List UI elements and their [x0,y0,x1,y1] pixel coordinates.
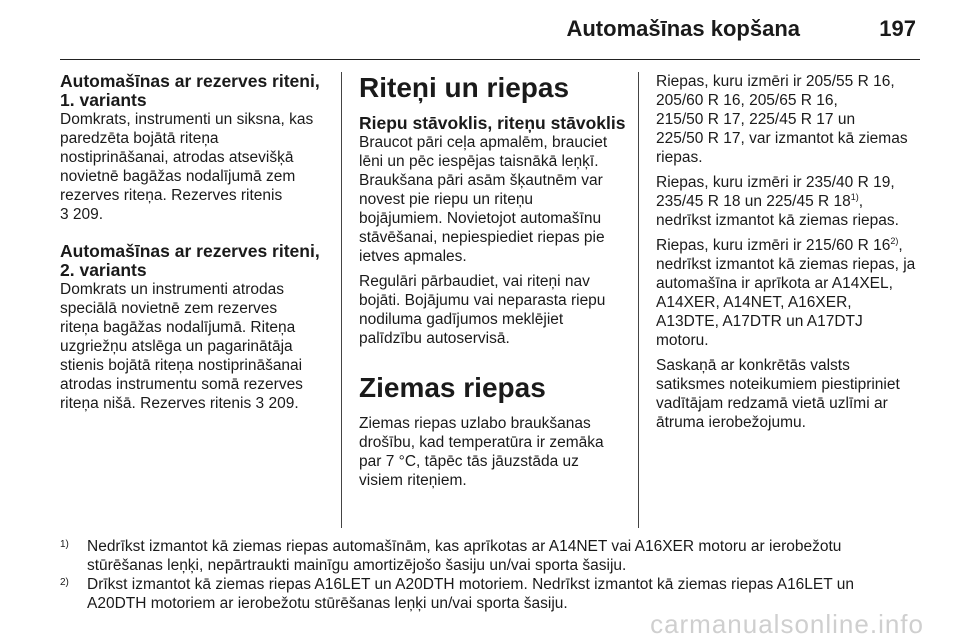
paragraph-no-winter-sizes-1 [656,173,926,230]
footnote-1 [60,537,920,575]
paragraph-spare-wheel-variant-1: Domkrats, instrumenti un siksna, kas paredzēta bojātā riteņa nostiprināšanai, atrodas atsevišķā novietnē bagāžas nodalījumā zem rezerves riteņa. Rezerves ritenis 3 209. [60,111,314,223]
paragraph-winter-tyres: Ziemas riepas uzlabo braukšanas drošību, kad temperatūra ir zemāka par 7 °C, tāpēc tās jāuzstāda uz visiem riteņiem. [359,415,604,489]
column-divider-2 [638,72,639,528]
heading-wheels-and-tyres: Riteņi un riepas [359,72,570,103]
page-number: 197 [879,16,916,41]
footnote-ref-2: 2) [890,235,899,246]
heading-tyre-condition: Riepu stāvoklis, riteņu stāvoklis [359,113,626,133]
paragraph-speed-label: Saskaņā ar konkrētās valsts satiksmes noteikumiem piestipriniet vadītājam redzamā vietā uzlīmi ar ātruma ierobežojumu. [656,357,900,431]
header-title: Automašīnas kopšana [566,16,800,41]
footnote-text: Drīkst izmantot kā ziemas riepas A16LET un A20DTH motoriem. Nedrīkst izmantot kā ziemas riepas A16LET un A20DTH motoriem ar ierobežotu stūrēšanas leņķi un/vai sporta šasiju. [87,576,855,612]
column-right [656,72,926,438]
text-segment: , nedrīkst izmantot kā ziemas riepas. [656,193,899,229]
paragraph-winter-tyre-sizes: Riepas, kuru izmēri ir 205/55 R 16, 205/60 R 16, 205/65 R 16, 215/50 R 17, 225/45 R 17 un 225/50 R 17, var izmantot kā ziemas riepas. [656,73,908,166]
column-middle [359,72,627,496]
footnote-mark: 2) [60,577,69,588]
text-segment: , nedrīkst izmantot kā ziemas riepas, ja automašīna ir aprīkota ar A14XEL, A14XER, A14NET, A16XER, A13DTE, A17DTR un A17DTJ motoru. [656,237,916,349]
paragraph-tyre-condition-2: Regulāri pārbaudiet, vai riteņi nav bojāti. Bojājumu vai neparasta riepu nodiluma gadījumos meklējiet palīdzību autoservisā. [359,273,606,347]
paragraph-no-winter-sizes-2 [656,236,926,350]
heading-spare-wheel-variant-1: Automašīnas ar rezerves riteni, 1. variants [60,71,320,110]
header-divider [60,59,920,60]
watermark: carmanualsonline.info [650,609,924,639]
footnote-mark: 1) [60,539,69,550]
footnote-text: Nedrīkst izmantot kā ziemas riepas automašīnām, kas aprīkotas ar A14NET vai A16XER motoru ar ierobežotu stūrēšanas leņķi, nepārtraukti mainīgu amortizējošo šasiju un/vai sporta šasiju. [87,538,842,574]
footnote-ref-1: 1) [850,191,859,202]
text-segment: Riepas, kuru izmēri ir 215/60 R 16 [656,237,891,254]
footnotes [60,537,920,613]
heading-spare-wheel-variant-2: Automašīnas ar rezerves riteni, 2. variants [60,241,320,280]
paragraph-tyre-condition-1: Braucot pāri ceļa apmalēm, brauciet lēni un pēc iespējas taisnākā leņķī. Braukšana pāri asām šķautnēm var novest pie riepu un riteņu bojājumiem. Novietojot automašīnu stāvēšanai, nepiespiediet riepas pie ietves apmales. [359,134,608,265]
heading-winter-tyres: Ziemas riepas [359,372,546,403]
column-left [60,72,328,419]
footnote-2 [60,575,920,613]
column-divider-1 [341,72,342,528]
text-segment: Riepas, kuru izmēri ir 235/40 R 19, 235/45 R 18 un 225/45 R 18 [656,174,895,210]
paragraph-spare-wheel-variant-2: Domkrats un instrumenti atrodas speciālā novietnē zem rezerves riteņa bagāžas nodalījumā. Riteņa uzgriežņu atslēga un pagarinātāja stienis bojātā riteņa nostiprināšanai atrodas instrumentu somā rezerves riteņa nišā. Rezerves ritenis 3 209. [60,281,303,412]
